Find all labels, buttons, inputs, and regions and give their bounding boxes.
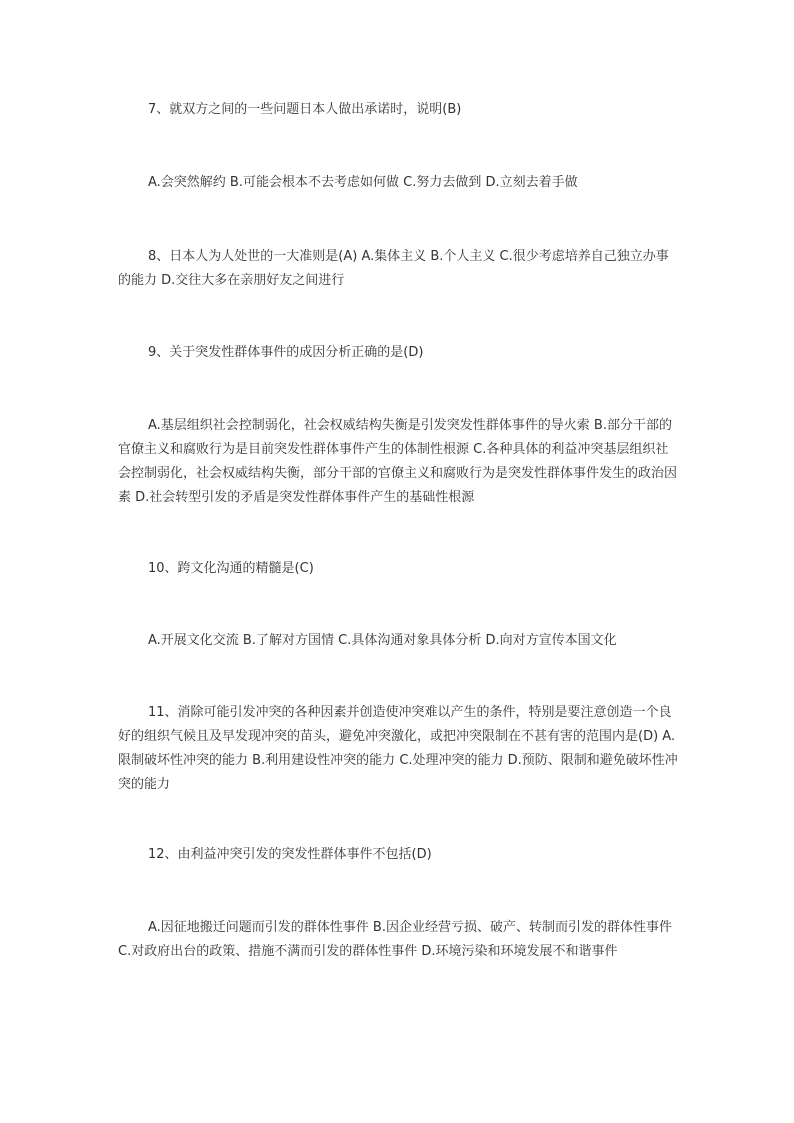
question-8: 8、日本人为人处世的一大准则是(A) A.集体主义 B.个人主义 C.很少考虑培养自己独立办事的能力 D.交往大多在亲朋好友之间进行	[118, 249, 669, 288]
question-9: 9、关于突发性群体事件的成因分析正确的是(D)	[148, 345, 424, 360]
question-12: 12、由利益冲突引发的突发性群体事件不包括(D)	[148, 847, 432, 862]
question-10: 10、跨文化沟通的精髓是(C)	[148, 561, 314, 576]
question-7: 7、就双方之间的一些问题日本人做出承诺时，说明(B)	[148, 102, 462, 117]
question-9-options: A.基层组织社会控制弱化，社会权威结构失衡是引发突发性群体事件的导火索 B.部分干部的官僚主义和腐败行为是目前突发性群体事件产生的体制性根源 C.各种具体的利益冲突基层组织社会控制弱化，社会权威结构失衡，部分干部的官僚主义和腐败行为是突发性群体事件发生的政治因素 D.社会转型引发的矛盾是突发性群体事件产生的基础性根源	[118, 418, 678, 505]
question-11: 11、消除可能引发冲突的各种因素并创造使冲突难以产生的条件，特别是要注意创造一个良好的组织气候且及早发现冲突的苗头，避免冲突激化，或把冲突限制在不甚有害的范围内是(D) A.限制破坏性冲突的能力 B.利用建设性冲突的能力 C.处理冲突的能力 D.预防、限制和避免破坏性冲突的能力	[118, 705, 678, 792]
question-10-options: A.开展文化交流 B.了解对方国情 C.具体沟通对象具体分析 D.向对方宣传本国文化	[148, 633, 617, 648]
question-7-options: A.会突然解约 B.可能会根本不去考虑如何做 C.努力去做到 D.立刻去着手做	[148, 175, 578, 190]
question-12-options: A.因征地搬迁问题而引发的群体性事件 B.因企业经营亏损、破产、转制而引发的群体性事件 C.对政府出台的政策、措施不满而引发的群体性事件 D.环境污染和环境发展不和谐事件	[118, 920, 672, 959]
